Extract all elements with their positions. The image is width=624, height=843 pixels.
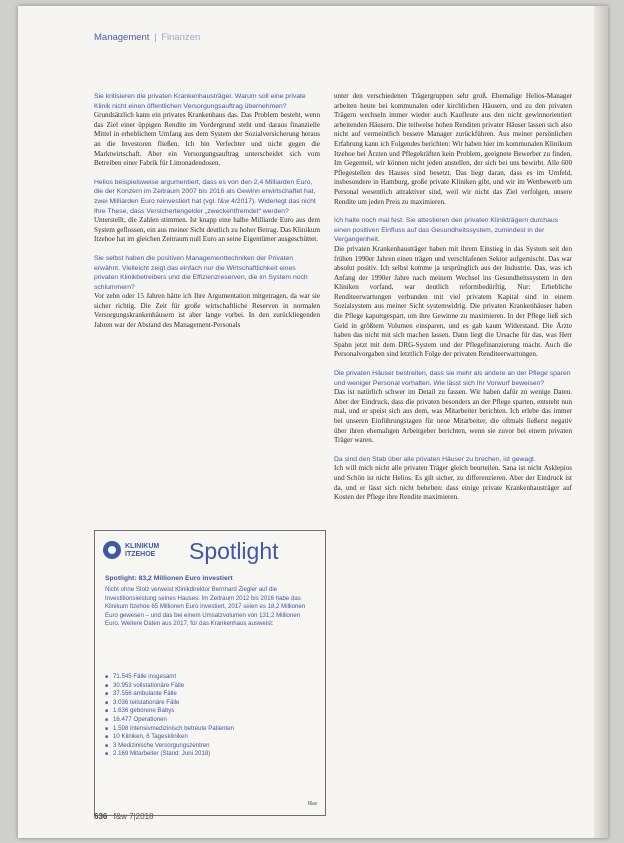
spotlight-header	[103, 537, 317, 569]
spotlight-box	[94, 530, 326, 816]
list-item: ■ 16.477 Operationen	[105, 716, 313, 725]
list-item: ■ 37.556 ambulante Fälle	[105, 690, 313, 699]
interview-block	[334, 92, 572, 207]
section-header	[94, 32, 200, 43]
interview-block	[334, 369, 572, 446]
interview-answer: Die privaten Krankenhausträger haben mit ihrem Einstieg in das System seit den frühen 1990er Jahren einen trägen und verschlafenen Sektor aufgemischt. Das war absolut positiv. Ich selbst komme ja ursprünglich aus der Industrie. Das, was ich Anfang der 1990er Jahre nach meinem Wechsel ins Gesundheitssystem in den Kliniken vorfand, war deutlich reformbedürftig. Nur: Erhebliche Renditeerwartungen verbunden mit viel privatem Kapital sind in einem Sozialsystem aus meiner Sicht systemwidrig. Die privaten Krankenhäuser haben die Pflege kaputtgespart, um ihre Gewinne zu maximieren. In der Pflege ließ sich Geld in größtem Volumen einsparen, und es gab kaum Widerstand. Die Ärzte haben das nicht mit sich machen lassen. Dann liegt die Ursache für das, was Herr Spahn jetzt mit dem DRG-System und der Pflegefinanzierung macht. Auch die Personalvorgaben sind letztlich Folge der privaten Renditeerwartungen.	[334, 244, 572, 359]
logo-line-2: ITZEHOE	[125, 551, 156, 558]
list-item: ■ 2.169 Mitarbeiter (Stand: Juni 2018)	[105, 750, 313, 759]
list-item: ■ 10 Kliniken, 6 Tageskliniken	[105, 733, 313, 742]
header-separator: |	[154, 32, 157, 43]
logo-line-1: KLINIKUM	[125, 543, 160, 550]
interview-block	[334, 455, 572, 503]
list-item: ■ 71.545 Fälle insgesamt	[105, 673, 313, 682]
spotlight-body: Nicht ohne Stolz verweist Klinikdirektor Bernhard Ziegler auf die Investitionsleistung seines Hauses. Im Zeitraum 2012 bis 2016 habe das Klinikum Itzehoe 65 Millionen Euro investiert, 2017 seien es 18,2 Millionen Euro gewesen – und das bei einem Umsatzvolumen von 131,2 Millionen Euro. Weitere Daten aus 2017, für das Krankenhaus ausweist:	[105, 586, 306, 627]
list-item: ■ 1.598 intensivmedizinisch betreute Patienten	[105, 725, 313, 734]
interview-answer: Grundsätzlich kann ein privates Krankenhaus das. Das Problem besteht, wenn das Ziel einer üppigen Rendite im Vordergrund steht und daraus finanzielle Mittel in erheblichem Umfang aus dem System der Sozialversicherung heraus an die Investoren fließen. Ich bin Verfechter und nicht gegen die Marktwirtschaft. Aber ein Versorgungsauftrag unterscheidet sich vom Betreiben einer Fabrik für Limonadendosen.	[94, 111, 320, 168]
list-item: ■ 3.036 teilstationäre Fälle	[105, 699, 313, 708]
interview-answer: unter den verschiedenen Trägergruppen sehr groß. Ehemalige Helios-Manager arbeiten heute bei kommunalen oder kirchlichen Häusern, und zu den privaten Trägern wechseln immer wieder auch Kaufleute aus den nicht gewinnorientiert arbeitenden Häusern. Die teilweise hohen Renditen privater Häuser lassen sich also nicht auf vermeintlich bessere Manager zurückführen. Aus meiner persönlichen Erfahrung kann ich Folgendes berichten: Wir haben hier im kommunalen Klinikum Itzehoe bei Ärzten und Pflegekräften kein Problem, geeignete Bewerber zu finden. Im Gegenteil, wir können nicht jeden anstellen, der sich bei uns bewirbt. Alle 600 Pflegestellen des Hauses sind besetzt. Das liegt daran, dass es im Umfeld, insbesondere in Hamburg, große private Kliniken gibt, und wir im Wettbewerb um Personal wesentlich attraktiver sind, weil wir nicht das Ziel verfolgen, unsere Rendite um jeden Preis zu maximieren.	[334, 92, 572, 206]
list-item: ■ 1.636 geborene Babys	[105, 707, 313, 716]
interview-answer: Vor zehn oder 15 Jahren hätte ich Ihre Argumentation mitgetragen, da war sie sicher richtig. Die Zeit für große wirtschaftliche Reserven in normalen Versorgungskrankenhäusern ist aber lange vorbei. In den zurückliegenden Jahren war der Abstand des Management-Personals	[94, 292, 320, 330]
interview-block	[94, 92, 320, 169]
subsection-title: Finanzen	[161, 32, 201, 43]
list-item: ■ 30.953 vollstationäre Fälle	[105, 682, 313, 691]
page-spine-shadow	[594, 6, 608, 838]
spotlight-credit: f&w	[307, 801, 317, 807]
klinikum-logo-icon	[103, 541, 121, 559]
klinikum-logo-text	[125, 543, 159, 559]
interview-question: Die privaten Häuser bestreiten, dass sie mehr als andere an der Pflege sparen und weniger Personal vorhalten. Wie lässt sich Ihr Vorwurf beweisen?	[334, 370, 571, 387]
spotlight-subtitle: Spotlight: 83,2 Millionen Euro investiert	[105, 575, 233, 582]
list-item: ■ 3 Medizinische Versorgungszentren	[105, 742, 313, 751]
page-number: 636	[94, 812, 108, 821]
spotlight-title: Spotlight	[189, 538, 279, 564]
right-column	[334, 92, 572, 512]
page-footer	[94, 812, 153, 821]
interview-question: Sie selbst haben die positiven Managementtechniken der Privaten erwähnt. Vielleicht zeigt das einfach nur die Wirtschaftlichkeit eines privaten Klinikbetreibers und die Effizienzreserven, die im System noch schlummern?	[94, 254, 308, 291]
interview-question: Ich halte noch mal fest: Sie attestieren den privaten Klinikträgern durchaus einen positiven Einfluss auf das Gesundheitssystem, zumindest in der Vergangenheit.	[334, 217, 559, 244]
interview-block	[334, 216, 572, 360]
interview-answer: Unterstellt, die Zahlen stimmen. Ist knapp eine halbe Milliarde Euro aus dem System geflossen, ein aus meiner Sicht deutlich zu hoher Betrag. Das Klinikum Itzehoe hat im gleichen Zeitraum null Euro an seine Eigentümer ausgeschüttet.	[94, 216, 320, 244]
interview-question: Sie kritisieren die privaten Krankenhausträger. Warum soll eine private Klinik nicht einen öffentlichen Versorgungsauftrag übernehmen?	[94, 93, 306, 110]
issue-label: f&w 7|2018	[113, 812, 154, 821]
interview-question: Da sind den Stab über alle privaten Häuser zu brechen, ist gewagt.	[334, 455, 536, 463]
spotlight-list	[105, 673, 313, 759]
section-title: Management	[94, 32, 150, 43]
interview-block	[94, 254, 320, 331]
left-column	[94, 92, 320, 340]
interview-block	[94, 178, 320, 245]
magazine-page	[18, 6, 608, 838]
interview-answer: Das ist natürlich schwer im Detail zu fassen. Wir haben dafür zu wenige Daten. Aber der Eindruck, dass die privaten besonders an der Pflege sparten, entsteht nun mal, und er speist sich aus dem, was Mitarbeiter berichten. Ich erlebe das immer bei unseren Einführungstagen für neue Mitarbeiter, die oftmals ließerst negativ über ihren ehemaligen Arbeitgeber berichten, wenn sie zuvor bei einem privaten Träger waren.	[334, 388, 572, 445]
interview-question: Helios beispielsweise argumentiert, dass es von den 2,4 Milliarden Euro, die der Konzern im Zeitraum 2007 bis 2016 als Gewinn erwirtschaftet hat, zwei Milliarden Euro reinvestiert hat (vgl. f&w 4/2017). Widerlegt das nicht Ihre These, dass Versichertengelder „zweckentfremdet“ werden?	[94, 178, 316, 215]
interview-answer: Ich will mich nicht alle privaten Träger gleich beurteilen. Sana ist nicht Asklepios und Schön ist nicht Helios. Es gilt sicher, zu differenzieren. Aber der Eindruck ist da, und er lässt sich nicht beheben: dass einige private Krankenhausträger auf Kosten der Pflege ihre Rendite maximieren.	[334, 464, 572, 502]
